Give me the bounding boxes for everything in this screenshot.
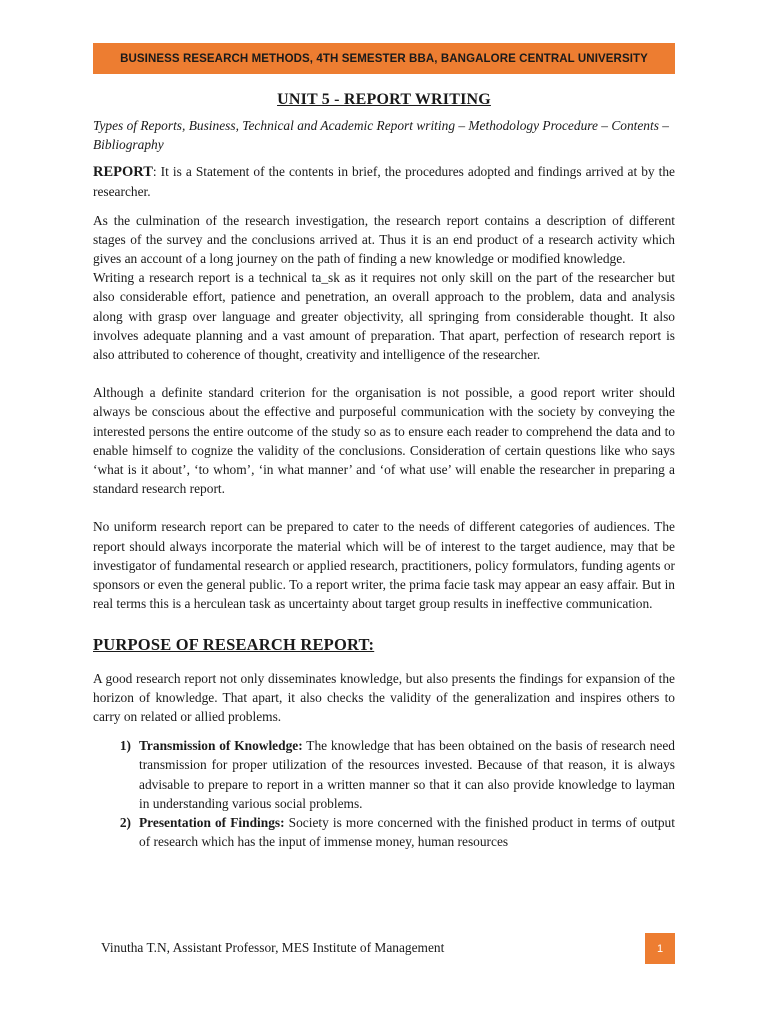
unit-title: UNIT 5 - REPORT WRITING [277,91,491,108]
unit-subtitle: Types of Reports, Business, Technical and Academic Report writing – Methodology Procedure – Contents – Bibliography [93,118,669,152]
paragraph-standard-criterion-c: . [221,481,225,497]
paragraph-culmination: As the culmination of the research investigation, the research report contains a description of different stages of the survey and the conclusions arrived at. Thus it is an end product of a research activity which gives an account of a long journey on the path of finding a new knowledge or modified knowledge. [93,212,675,267]
list-item-number: 1) [119,738,131,754]
page-number: 1 [656,942,664,955]
list-item-title: Presentation of Findings: [139,815,285,831]
list-item-body [139,813,675,851]
paragraph-standard-criterion-b: Consideration of certain questions like who says ‘what is it about’, ‘to whom’, ‘in what manner’ and ‘of what use’ will enable the researcher in preparing a standard research report [93,442,675,497]
paragraph-uniform-report: No uniform research report can be prepared to cater to the needs of different categories of audiences. The report should always incorporate the material which will be of interest to the target audience, may that be investigator of fundamental research or applied research, practitioners, policy formulators, funding agents or sponsors or even the general public. To a report writer, the prima facie task may appear an easy affair. But in real terms this is a herculean task as uncertainty about target group results in ineffective communication. [93,519,675,612]
paragraph-standard-criterion [93,383,675,498]
list-item [93,813,675,851]
document-body [93,88,675,852]
header-title: BUSINESS RESEARCH METHODS, 4TH SEMESTER BBA, BANGALORE CENTRAL UNIVERSITY [120,52,648,65]
report-definition [93,162,675,201]
report-label: REPORT [93,164,153,181]
header-banner [93,43,675,74]
report-definition-text: : It is a Statement of the contents in brief, the procedures adopted and findings arrived at by the researcher. [93,164,675,200]
purpose-intro: A good research report not only disseminates knowledge, but also presents the findings for expansion of the horizon of knowledge. That apart, it also checks the validity of the generalization and inspires others to carry on related or allied problems. [93,670,675,725]
paragraph-standard-criterion-a: Although a definite standard criterion for the organisation is not possible, a good report writer should always be conscious about the effective and purposeful communication with the society by conveying the interested persons the entire outcome of the study so as to ensure each reader to comprehend the data and to enable himself to cognize the validity of the conclusions. [93,385,675,458]
footer-author: Vinutha T.N, Assistant Professor, MES Institute of Management [101,940,445,955]
list-item-text: Society is more concerned with the finished product in terms of output of research which has the input of immense money, human resources [139,815,675,850]
purpose-list [93,736,675,851]
list-item [93,736,675,813]
paragraph-writing: Writing a research report is a technical ta_sk as it requires not only skill on the part of the researcher but also considerable effort, patience and penetration, an overall approach to the problem, data and analysis along with grasp over language and greater objectivity, all springing from considerable thought. It also involves adequate planning and a vast amount of preparation. That apart, perfection of research report is also attributed to coherence of thought, creativity and intelligence of the researcher. [93,270,675,363]
purpose-heading: PURPOSE OF RESEARCH REPORT: [93,635,375,655]
page-number-badge [645,933,675,964]
list-item-title: Transmission of Knowledge: [139,738,303,754]
list-item-number: 2) [119,815,131,831]
list-item-body [139,736,675,813]
list-item-text: The knowledge that has been obtained on the basis of research need transmission for proper utilization of the resources invested. Because of that reason, it is always advisable to prepare to report in a written manner so that it can also provide knowledge to layman in understanding various social problems. [139,738,675,811]
